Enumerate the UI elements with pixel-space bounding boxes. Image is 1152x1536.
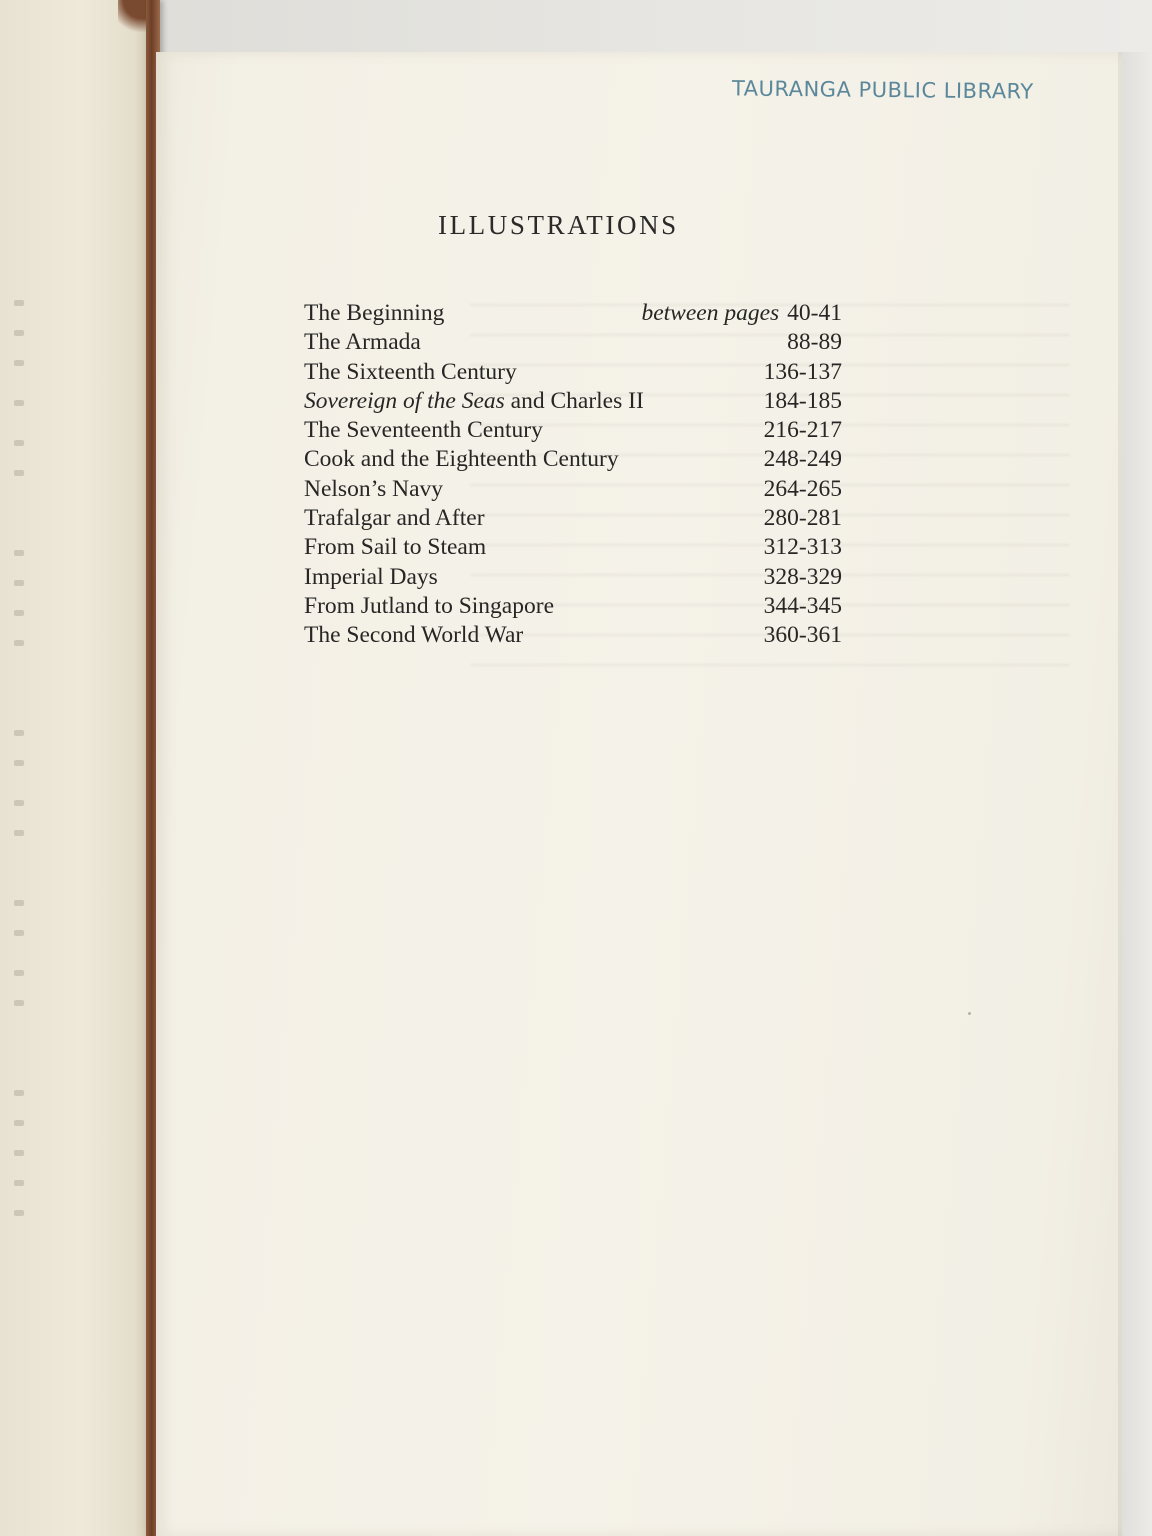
book-page [156, 52, 1122, 1536]
item-title: Imperial Days [304, 563, 438, 590]
list-item [304, 534, 842, 563]
page-range: 312-313 [763, 534, 842, 561]
item-title: The Seventeenth Century [304, 417, 543, 444]
list-item [304, 388, 842, 417]
left-page [0, 0, 150, 1536]
page-range: 216-217 [763, 417, 842, 444]
item-title: Trafalgar and After [304, 505, 485, 532]
illustrations-list [304, 300, 842, 652]
page-range: 136-137 [763, 358, 842, 385]
page-range: 328-329 [763, 563, 842, 590]
item-title: The Beginning [304, 300, 445, 326]
item-title: The Armada [304, 329, 421, 356]
page-range: 344-345 [763, 592, 842, 619]
list-item [304, 593, 842, 622]
list-item [304, 505, 842, 534]
list-item [304, 359, 842, 388]
list-item [304, 476, 842, 505]
pages-prefix: between pages [641, 300, 780, 326]
page-range: 264-265 [763, 475, 842, 502]
item-title: From Sail to Steam [304, 534, 487, 561]
list-item [304, 564, 842, 593]
list-item [304, 622, 842, 651]
bleed-through-marks [14, 0, 30, 1536]
page-range: 360-361 [763, 622, 842, 649]
page-shadow [1118, 52, 1152, 1536]
page-range: 40-41 [787, 300, 842, 326]
page-range: 88-89 [787, 329, 842, 356]
item-pages [641, 300, 842, 327]
list-item [304, 329, 842, 358]
item-title [304, 388, 644, 415]
list-item [304, 417, 842, 446]
item-title: From Jutland to Singapore [304, 592, 554, 619]
item-title-italic: Sovereign of the Seas [304, 387, 505, 414]
item-title: Nelson’s Navy [304, 475, 444, 502]
paper-speck [968, 1012, 971, 1015]
library-stamp: TAURANGA PUBLIC LIBRARY [731, 76, 1034, 104]
item-title-rest: and Charles II [504, 387, 644, 414]
page-range: 248-249 [763, 446, 842, 473]
page-heading: ILLUSTRATIONS [438, 210, 679, 240]
list-item [304, 300, 842, 329]
page-range: 280-281 [763, 505, 842, 532]
item-title: The Sixteenth Century [304, 358, 517, 385]
item-title: Cook and the Eighteenth Century [304, 446, 619, 473]
page-range: 184-185 [763, 387, 842, 414]
item-title: The Second World War [304, 622, 524, 649]
list-item [304, 446, 842, 475]
